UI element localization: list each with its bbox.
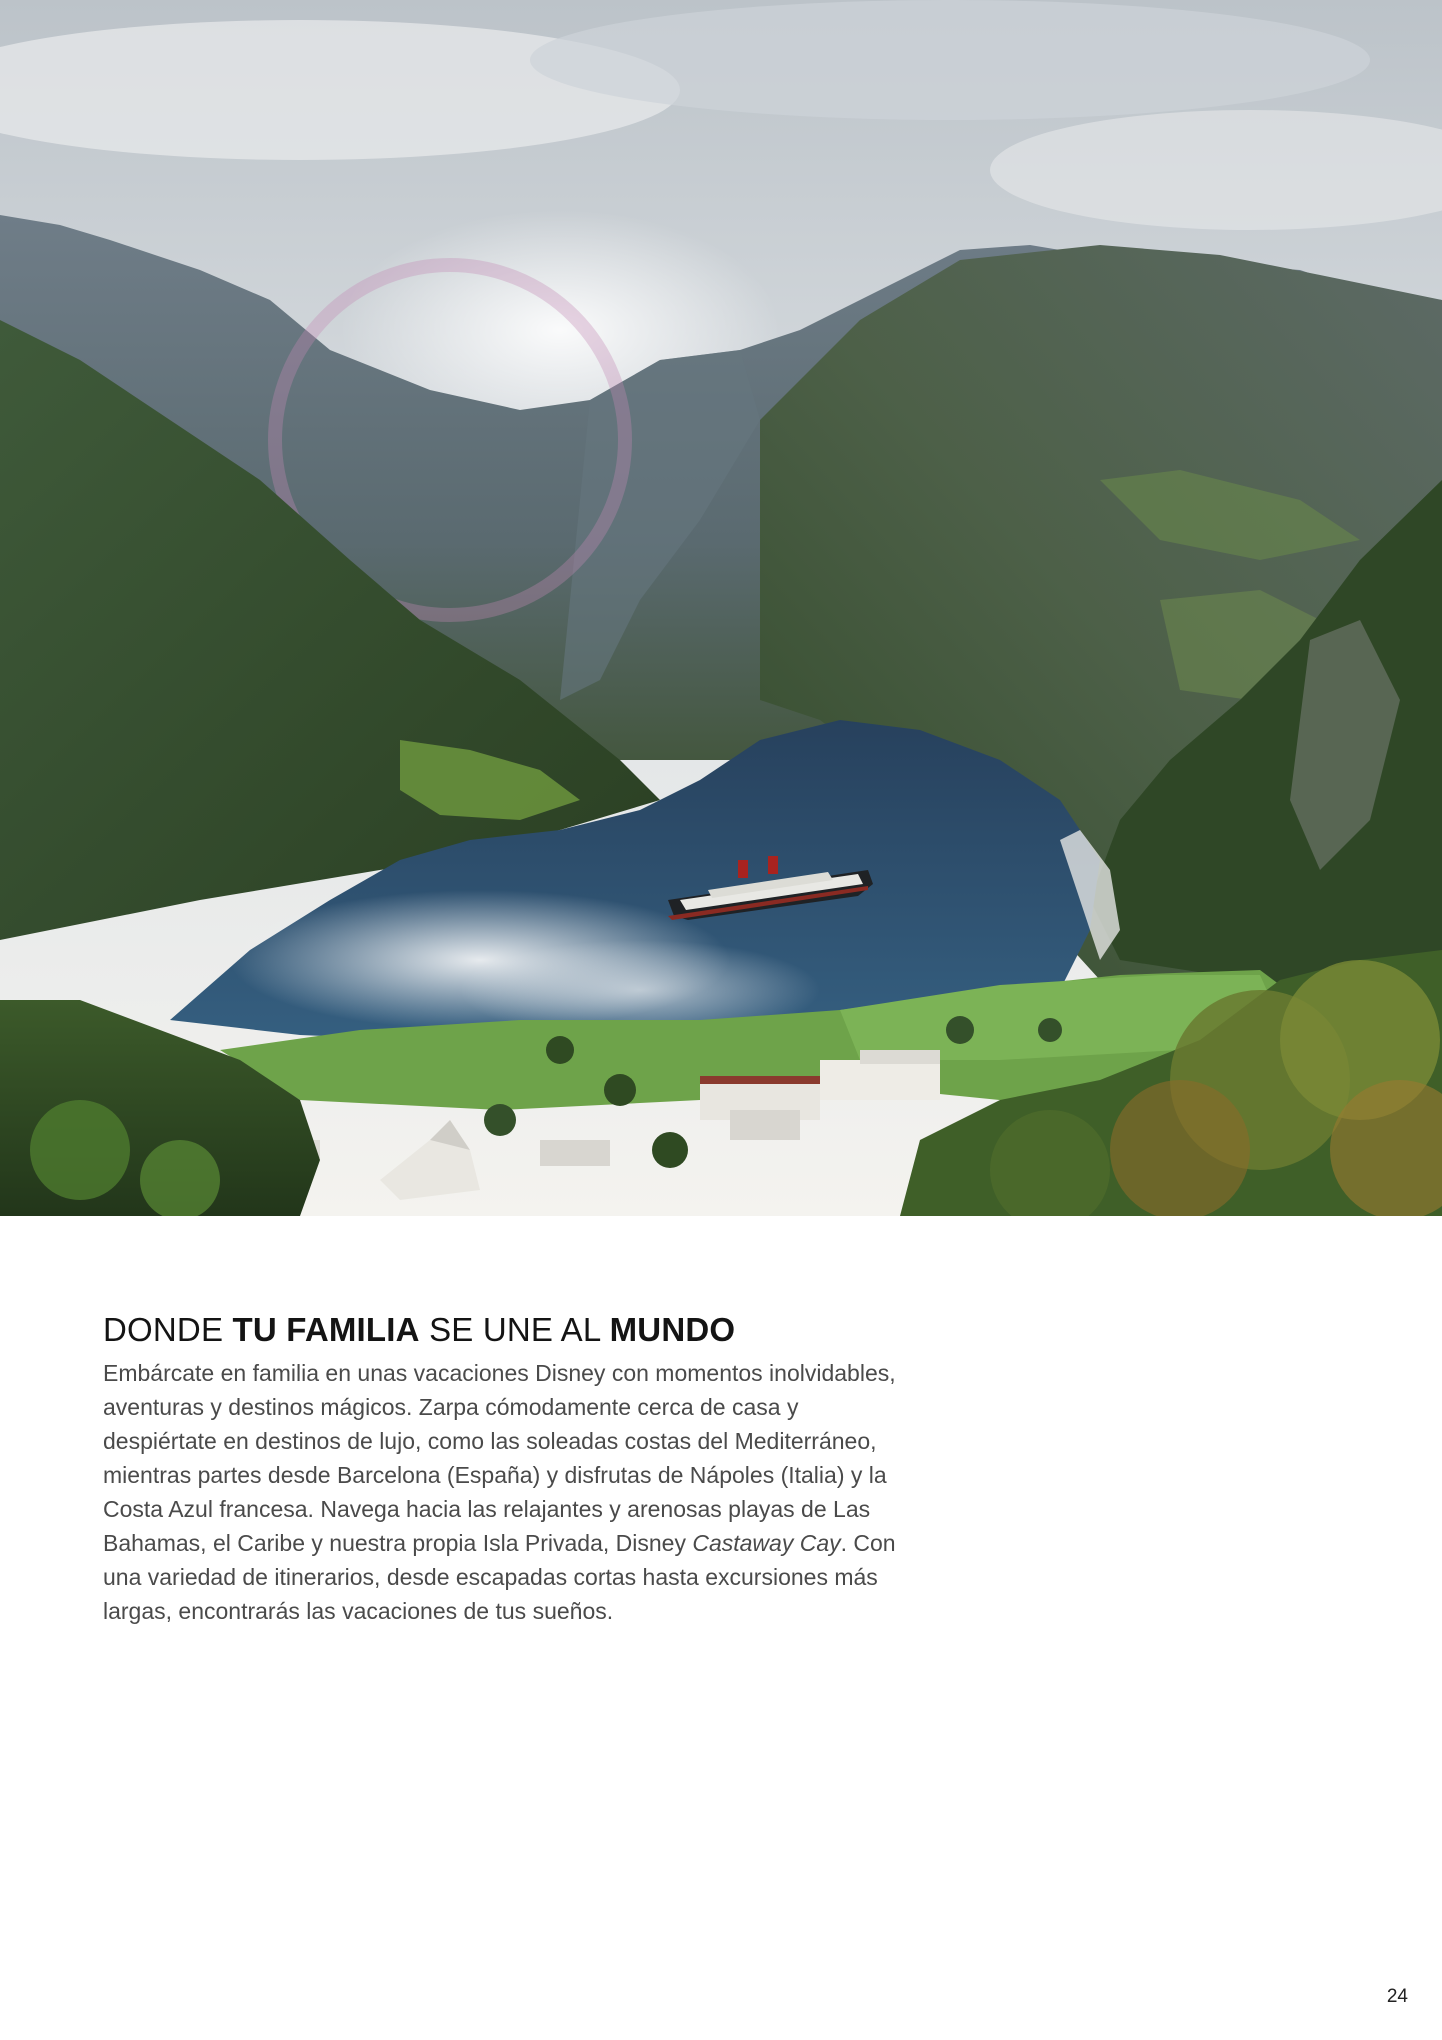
page-number: 24	[1386, 1986, 1408, 2007]
headline-part-2-bold: TU FAMILIA	[232, 1311, 420, 1348]
headline	[103, 1306, 983, 1354]
body-paragraph	[103, 1356, 983, 1628]
body-line-6-start: Bahamas, el Caribe y nuestra propia Isla Privada, Disney	[103, 1530, 693, 1556]
body-line-5: Costa Azul francesa. Navega hacia las relajantes y arenosas playas de Las	[103, 1496, 871, 1522]
body-line-2: aventuras y destinos mágicos. Zarpa cómodamente cerca de casa y	[103, 1394, 799, 1420]
body-line-3: despiértate en destinos de lujo, como las soleadas costas del Mediterráneo,	[103, 1428, 877, 1454]
headline-part-4-bold: MUNDO	[609, 1311, 736, 1348]
article-content	[103, 1306, 983, 1628]
body-line-1: Embárcate en familia en unas vacaciones Disney con momentos inolvidables,	[103, 1360, 896, 1386]
body-line-4: mientras partes desde Barcelona (España) y disfrutas de Nápoles (Italia) y la	[103, 1462, 887, 1488]
body-line-8: largas, encontrarás las vacaciones de tus sueños.	[103, 1598, 614, 1624]
body-line-6	[103, 1526, 983, 1560]
headline-part-1: DONDE	[103, 1311, 233, 1348]
castaway-cay-italic: Castaway Cay	[692, 1530, 841, 1556]
body-line-6-end: . Con	[840, 1530, 896, 1556]
body-line-7: una variedad de itinerarios, desde escapadas cortas hasta excursiones más	[103, 1564, 878, 1590]
headline-part-3: SE UNE AL	[419, 1311, 610, 1348]
